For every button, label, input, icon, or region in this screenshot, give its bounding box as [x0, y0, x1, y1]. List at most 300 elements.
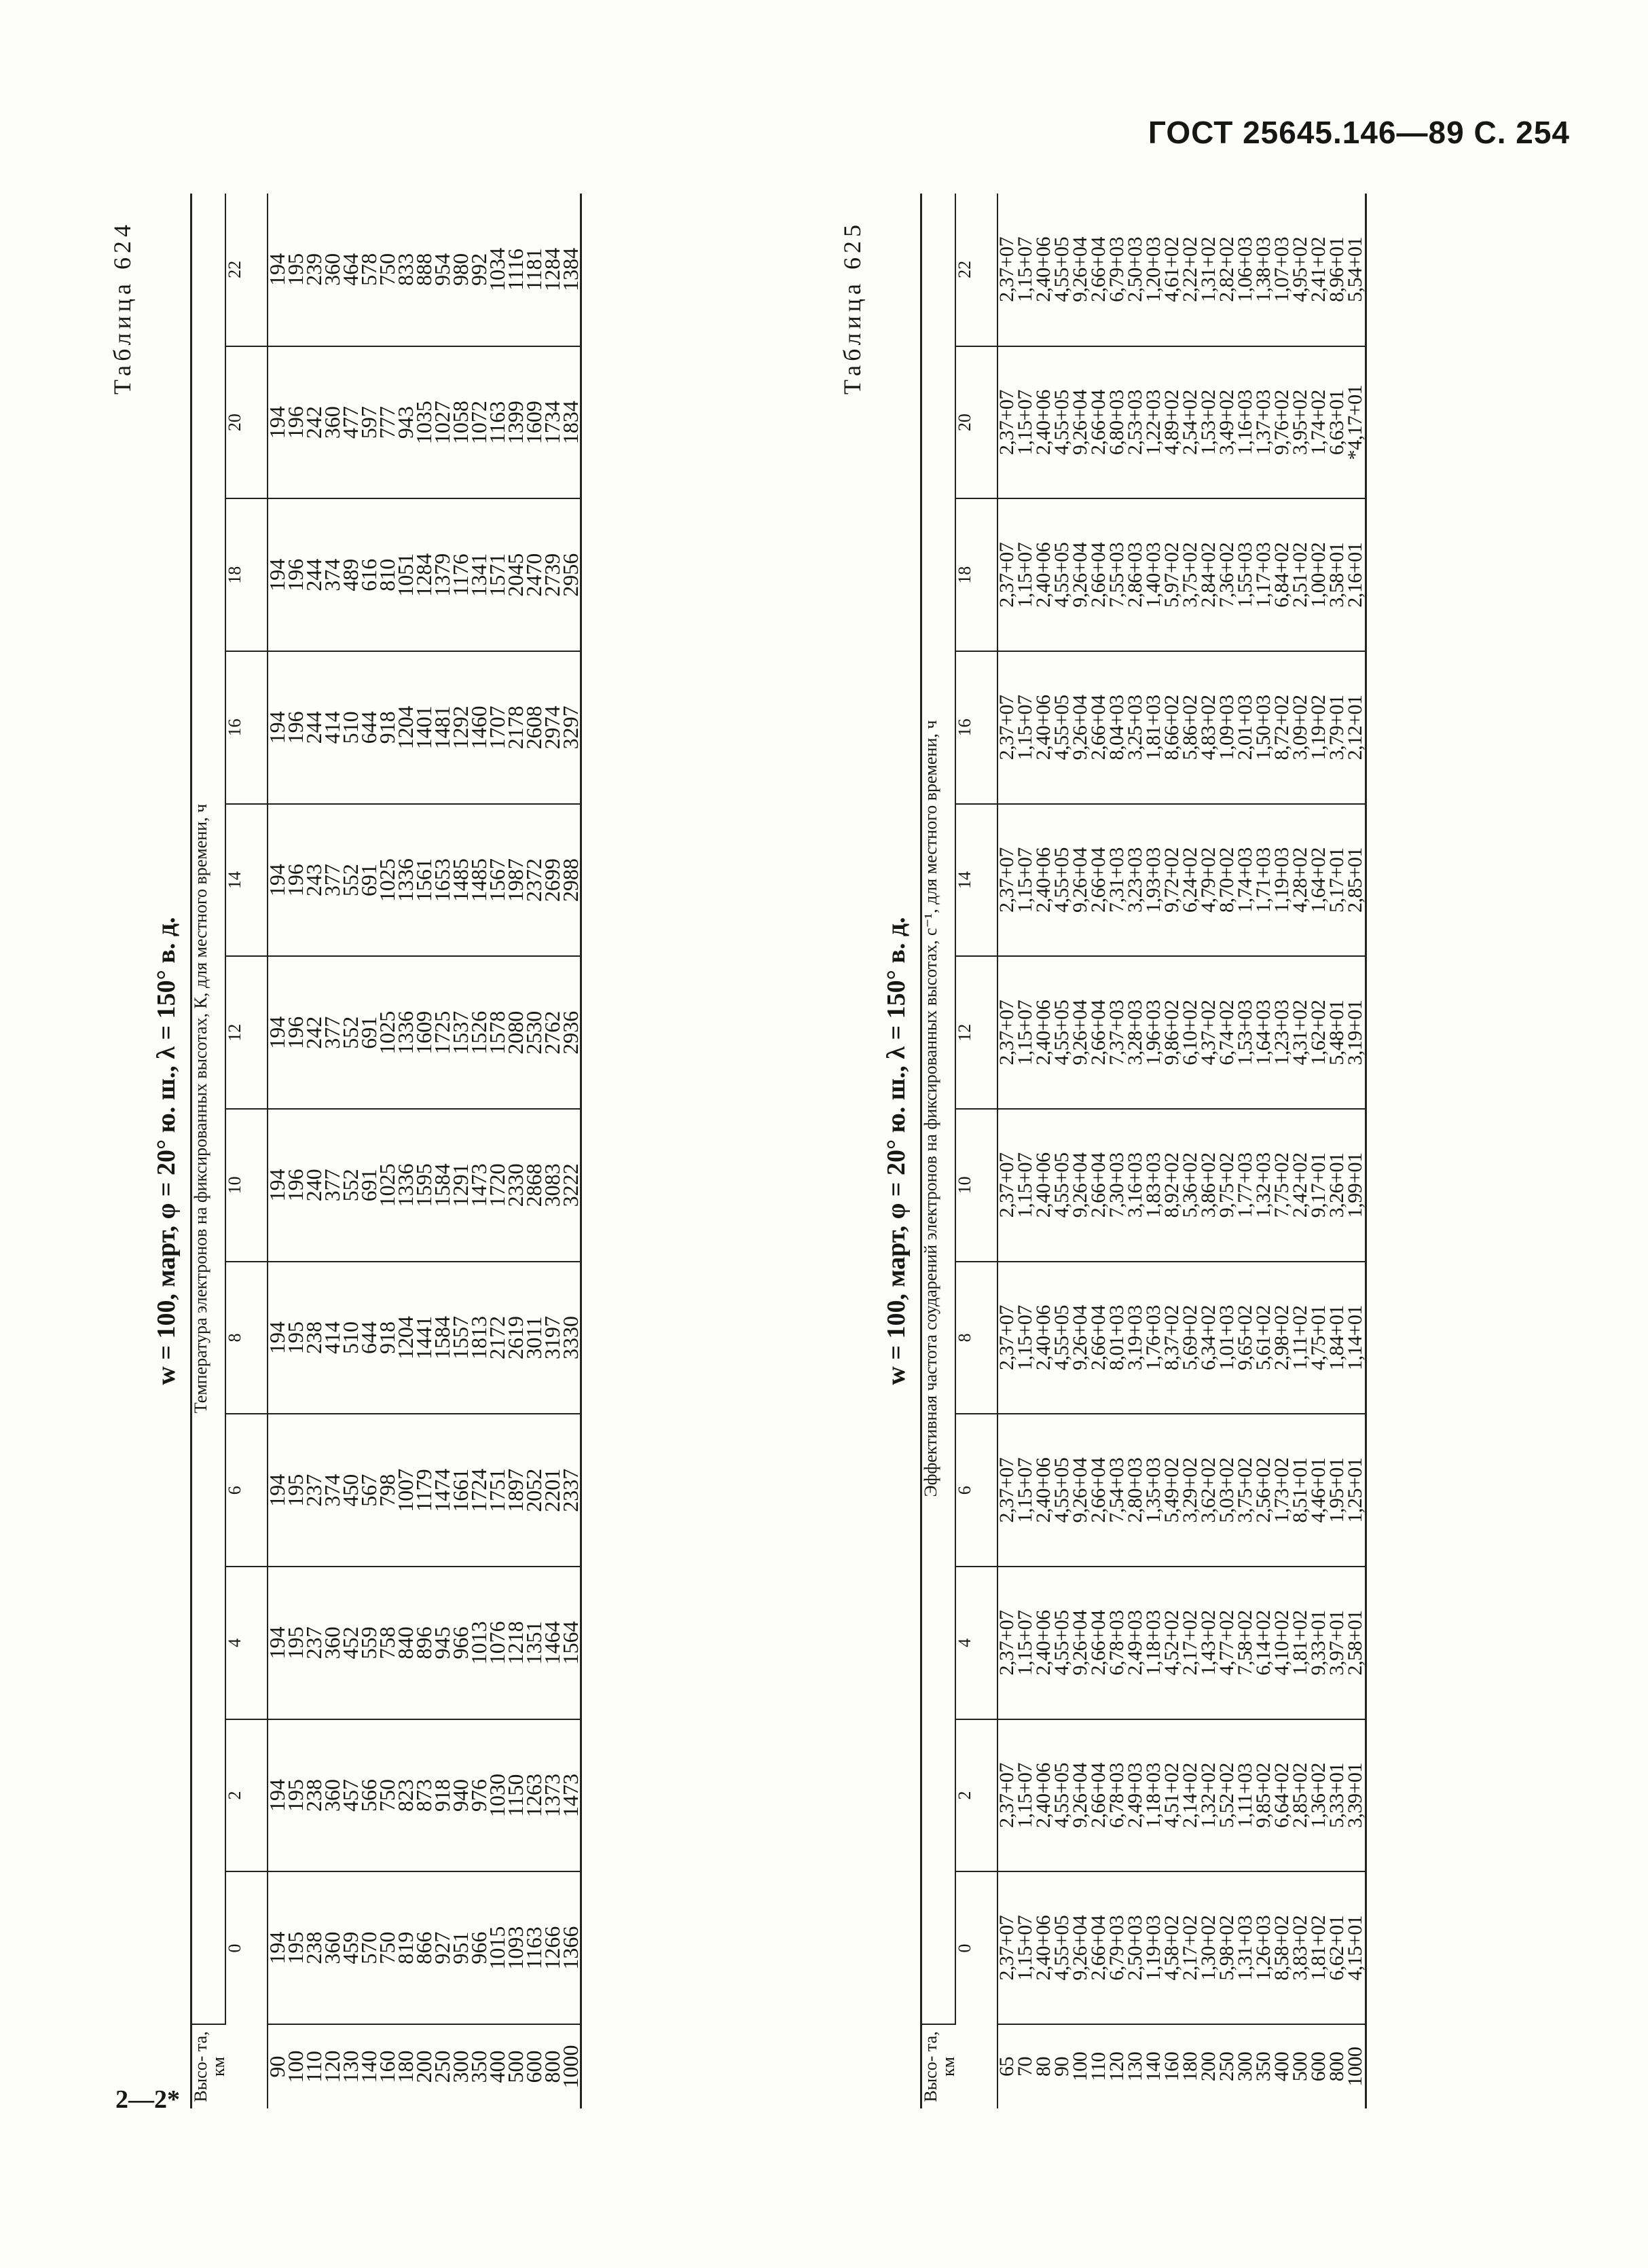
table-cell-value: 7,54+03	[1105, 1457, 1128, 1523]
table-cell-value: 4,55+05	[1050, 1152, 1073, 1218]
table-cell-value: 2,37+07	[995, 542, 1018, 608]
table-cell-value: 2,14+02	[1179, 1763, 1201, 1828]
table-cell-value: 6,79+03	[1105, 1915, 1128, 1981]
table-cell-value: 238	[301, 1931, 326, 1964]
table-cell-value: 360	[320, 1931, 344, 1964]
table-cell-value: 6,10+02	[1179, 1000, 1201, 1065]
table-cell-value: 510	[338, 1321, 363, 1355]
table-cell-value: 4,55+05	[1050, 847, 1073, 913]
table-cell-value: 1,15+07	[1014, 542, 1036, 608]
hour-header: 8	[955, 1262, 997, 1414]
table-cell-value: 8,51+01	[1289, 1457, 1311, 1523]
table-cell-value: 3,25+03	[1124, 695, 1146, 761]
hour-header: 0	[955, 1871, 997, 2024]
table-cell-value: 2,37+07	[995, 1152, 1018, 1218]
table-cell-value: 1373	[540, 1774, 564, 1818]
table-cell-value: 2,22+02	[1179, 236, 1201, 302]
table-cell-value: 377	[320, 864, 344, 897]
table-cell-value: 2,40+06	[1032, 847, 1055, 913]
table-caption: w = 100, март, φ = 20° ю. ш., λ = 150° в. д.	[882, 917, 911, 1385]
table-cell-value: 2,66+04	[1087, 1915, 1110, 1981]
value-column	[997, 1871, 1366, 2024]
table-cell-value: 3,28+03	[1124, 1000, 1146, 1065]
table-cell-value: 1473	[466, 1163, 491, 1207]
table-cell-value: 2,40+06	[1032, 1610, 1055, 1676]
table-cell-value: 3,23+03	[1124, 847, 1146, 913]
table-cell-value: 3,16+03	[1124, 1152, 1146, 1218]
table-cell-value: 9,86+02	[1160, 1000, 1183, 1065]
table-cell-value: 452	[338, 1626, 363, 1660]
table-cell-value: 374	[320, 1474, 344, 1507]
table-cell-value: 1571	[485, 553, 509, 597]
table-cell-value: 4,61+02	[1160, 236, 1183, 302]
table-cell-value: 9,75+02	[1215, 1152, 1238, 1218]
table-cell-value: 552	[338, 1169, 363, 1202]
table-cell-value: 195	[283, 253, 308, 286]
table-cell-value: 1,23+03	[1270, 1000, 1293, 1065]
table-cell-value: 1,96+03	[1142, 1000, 1165, 1065]
hour-header: 16	[955, 651, 997, 804]
table-cell-value: 1,15+07	[1014, 1152, 1036, 1218]
table-cell-value: 1485	[466, 858, 491, 902]
table-cell-value: 2,66+04	[1087, 1152, 1110, 1218]
table-cell-value: 2,58+01	[1344, 1610, 1366, 1676]
table-cell-value: 2,12+01	[1344, 695, 1366, 761]
table-cell-value: 866	[411, 1931, 436, 1964]
table-cell-value: 2,66+04	[1087, 1457, 1110, 1523]
table-cell-value: 1,06+03	[1234, 236, 1256, 302]
table-cell-value: 9,26+04	[1069, 1610, 1091, 1676]
table-cell-value: 750	[375, 1779, 399, 1812]
table-cell-value: 3,19+03	[1124, 1305, 1146, 1371]
table-cell-value: 195	[283, 1321, 308, 1355]
table-cell-value: 196	[283, 1016, 308, 1049]
table-cell-value: 5,36+02	[1179, 1152, 1201, 1218]
table-cell-value: 2,42+02	[1289, 1152, 1311, 1218]
table-cell-value: 1,18+03	[1142, 1610, 1165, 1676]
table-cell-value: 1485	[448, 858, 473, 902]
table-cell-value: 1,19+03	[1270, 847, 1293, 913]
table-cell-value: 2,37+07	[995, 1763, 1018, 1828]
table-cell-value: 4,75+01	[1307, 1305, 1330, 1371]
table-cell-value: 954	[430, 253, 454, 286]
table-cell-value: 110	[1087, 2052, 1110, 2081]
table-cell-value: 4,55+05	[1050, 1305, 1073, 1371]
value-column	[265, 194, 583, 346]
hour-header: 18	[955, 498, 997, 651]
table-cell-value: 140	[356, 2050, 381, 2083]
table-cell-value: 2,17+02	[1179, 1610, 1201, 1676]
table-cell-value: 3083	[540, 1163, 564, 1207]
table-cell-value: 1584	[430, 1163, 454, 1207]
table-cell-value: 2,37+07	[995, 1457, 1018, 1523]
table-cell-value: 2,37+07	[995, 1305, 1018, 1371]
table-cell-value: 9,26+04	[1069, 695, 1091, 761]
table-cell-value: 873	[411, 1779, 436, 1812]
table-cell-value: 1609	[411, 1010, 436, 1055]
table-cell-value: 1030	[485, 1774, 509, 1818]
table-cell-value: 2,40+06	[1032, 1457, 1055, 1523]
value-column	[265, 804, 583, 957]
table-cell-value: 2,66+04	[1087, 1305, 1110, 1371]
table-cell-value: 1,17+03	[1252, 542, 1275, 608]
table-cell-value: 758	[375, 1626, 399, 1660]
table-625-block	[832, 194, 1367, 2108]
height-column-header: Высо- та, км	[921, 2024, 998, 2108]
value-column	[265, 346, 583, 499]
table-cell-value: 918	[375, 711, 399, 744]
table-cell-value: 6,63+01	[1325, 390, 1348, 456]
table-cell-value: 1,55+03	[1234, 542, 1256, 608]
group-header: Температура электронов на фиксированных высотах, К, для местного времени, ч	[191, 194, 226, 2024]
table-cell-value: 992	[466, 253, 491, 286]
table-cell-value: 1384	[558, 247, 583, 291]
table-cell-value: 1473	[558, 1774, 583, 1818]
table-cell-value: 1653	[430, 858, 454, 902]
table-cell-value: 8,72+02	[1270, 695, 1293, 761]
table-cell-value: 2739	[540, 553, 564, 597]
table-cell-value: 4,31+02	[1289, 1000, 1311, 1065]
table-cell-value: 450	[338, 1474, 363, 1507]
table-cell-value: 2,49+03	[1124, 1610, 1146, 1676]
table-cell-value: 1,15+07	[1014, 236, 1036, 302]
table-cell-value: 70	[1014, 2057, 1036, 2077]
table-cell-value: 9,26+04	[1069, 542, 1091, 608]
table-cell-value: 194	[265, 406, 289, 439]
table-cell-value: 966	[466, 1931, 491, 1964]
value-column	[997, 1262, 1366, 1414]
table-cell-value: 5,48+01	[1325, 1000, 1348, 1065]
table-cell-value: 1,93+03	[1142, 847, 1165, 913]
table-cell-value: 2372	[521, 858, 546, 902]
table-cell-value: 1,22+03	[1142, 390, 1165, 456]
table-cell-value: 1,31+02	[1197, 236, 1220, 302]
table-cell-value: 1,32+02	[1197, 1763, 1220, 1828]
value-column	[997, 956, 1366, 1109]
table-cell-value: 200	[1197, 2051, 1220, 2082]
table-cell-value: 1176	[448, 553, 473, 597]
table-cell-value: 9,26+04	[1069, 1000, 1091, 1065]
table-cell-value: 194	[265, 1474, 289, 1507]
value-column	[265, 498, 583, 651]
table-cell-value: 2,40+06	[1032, 542, 1055, 608]
table-cell-value: 1,40+03	[1142, 542, 1165, 608]
table-cell-value: 3,62+02	[1197, 1457, 1220, 1523]
table-cell-value: 691	[356, 1016, 381, 1049]
table-cell-value: 1,74+02	[1307, 390, 1330, 456]
table-cell-value: 1284	[411, 553, 436, 597]
table-cell-value: 2,37+07	[995, 390, 1018, 456]
table-cell-value: *4,17+01	[1344, 384, 1366, 460]
table-cell-value: 1,64+03	[1252, 1000, 1275, 1065]
table-cell-value: 2,37+07	[995, 695, 1018, 761]
table-cell-value: 4,28+02	[1289, 847, 1311, 913]
table-cell-value: 1707	[485, 706, 509, 750]
value-column	[265, 1871, 583, 2024]
table-cell-value: 1474	[430, 1468, 454, 1512]
table-cell-value: 1179	[411, 1469, 436, 1512]
table-cell-value: 6,84+02	[1270, 542, 1293, 608]
table-cell-value: 238	[301, 1321, 326, 1355]
table-cell-value: 9,65+02	[1234, 1305, 1256, 1371]
table-cell-value: 1481	[430, 706, 454, 750]
table-cell-value: 350	[1252, 2051, 1275, 2082]
hour-header: 14	[955, 804, 997, 957]
table-cell-value: 559	[356, 1626, 381, 1660]
table-cell-value: 1,26+03	[1252, 1915, 1275, 1981]
table-cell-value: 1,25+01	[1344, 1457, 1366, 1523]
table-cell-value: 360	[320, 406, 344, 439]
table-cell-value: 600	[521, 2050, 546, 2083]
table-cell-value: 200	[411, 2050, 436, 2083]
table-cell-value: 1,62+02	[1307, 1000, 1330, 1065]
table-cell-value: 5,49+02	[1160, 1457, 1183, 1523]
table-cell-value: 464	[338, 253, 363, 286]
table-cell-value: 5,98+02	[1215, 1915, 1238, 1981]
value-column	[997, 346, 1366, 499]
value-column	[997, 194, 1366, 346]
hour-header: 18	[225, 498, 268, 651]
table-cell-value: 3,39+01	[1344, 1763, 1366, 1828]
table-cell-value: 3,49+02	[1215, 390, 1238, 456]
table-cell-value: 1263	[521, 1774, 546, 1818]
table-cell-value: 1013	[466, 1621, 491, 1665]
table-cell-value: 9,26+04	[1069, 1152, 1091, 1218]
table-cell-value: 4,46+01	[1307, 1457, 1330, 1523]
table-cell-value: 918	[430, 1779, 454, 1812]
table-cell-value: 3,75+02	[1179, 542, 1201, 608]
table-cell-value: 195	[283, 1474, 308, 1507]
table-cell-value: 160	[1160, 2051, 1183, 2082]
table-cell-value: 2,54+02	[1179, 390, 1201, 456]
value-column	[997, 498, 1366, 651]
data-table-625	[920, 194, 1367, 2108]
table-cell-value: 1,53+03	[1234, 1000, 1256, 1065]
table-cell-value: 500	[1289, 2051, 1311, 2082]
table-cell-value: 1401	[411, 706, 436, 750]
table-cell-value: 5,54+01	[1344, 236, 1366, 302]
table-cell-value: 9,26+04	[1069, 236, 1091, 302]
table-cell-value: 940	[448, 1779, 473, 1812]
table-cell-value: 2974	[540, 706, 564, 750]
table-cell-value: 1557	[448, 1316, 473, 1360]
table-cell-value: 5,03+02	[1215, 1457, 1238, 1523]
table-cell-value: 2,80+03	[1124, 1457, 1146, 1523]
table-cell-value: 130	[1124, 2051, 1146, 2082]
hour-header: 2	[225, 1719, 268, 1872]
table-cell-value: 4,55+05	[1050, 236, 1073, 302]
table-cell-value: 1204	[393, 1316, 418, 1360]
table-cell-value: 2,53+03	[1124, 390, 1146, 456]
table-cell-value: 800	[1325, 2051, 1348, 2082]
table-cell-value: 4,83+02	[1197, 695, 1220, 761]
table-cell-value: 1,77+03	[1234, 1152, 1256, 1218]
table-cell-value: 1464	[540, 1621, 564, 1665]
table-cell-value: 2956	[558, 553, 583, 597]
table-cell-value: 2,37+07	[995, 1610, 1018, 1676]
table-cell-value: 1284	[540, 247, 564, 291]
hour-header: 22	[955, 194, 997, 346]
table-cell-value: 1399	[503, 401, 528, 445]
table-cell-value: 3197	[540, 1316, 564, 1360]
table-cell-value: 3222	[558, 1163, 583, 1207]
table-cell-value: 1,81+02	[1289, 1610, 1311, 1676]
table-cell-value: 966	[448, 1626, 473, 1660]
table-cell-value: 1,50+03	[1252, 695, 1275, 761]
table-cell-value: 1,32+03	[1252, 1152, 1275, 1218]
table-cell-value: 644	[356, 1321, 381, 1355]
table-cell-value: 4,55+05	[1050, 542, 1073, 608]
table-cell-value: 300	[1234, 2051, 1256, 2082]
table-cell-value: 196	[283, 558, 308, 591]
table-cell-value: 8,37+02	[1160, 1305, 1183, 1371]
table-cell-value: 3297	[558, 706, 583, 750]
hour-header: 8	[225, 1262, 268, 1414]
table-cell-value: 2,98+02	[1270, 1305, 1293, 1371]
table-cell-value: 9,26+04	[1069, 1457, 1091, 1523]
table-cell-value: 2,50+03	[1124, 1915, 1146, 1981]
table-cell-value: 1441	[411, 1316, 436, 1360]
table-cell-value: 360	[320, 253, 344, 286]
table-cell-value: 2,40+06	[1032, 695, 1055, 761]
table-cell-value: 196	[283, 1169, 308, 1202]
hour-header: 14	[225, 804, 268, 957]
table-cell-value: 242	[301, 1016, 326, 1049]
table-cell-value: 1181	[521, 248, 546, 291]
table-cell-value: 3,09+02	[1289, 695, 1311, 761]
table-cell-value: 976	[466, 1779, 491, 1812]
table-cell-value: 100	[283, 2050, 308, 2083]
table-cell-value: 5,33+01	[1325, 1763, 1348, 1828]
table-cell-value: 1813	[466, 1316, 491, 1360]
table-cell-value: 1,11+02	[1289, 1305, 1311, 1370]
table-cell-value: 2619	[503, 1316, 528, 1360]
table-cell-value: 616	[356, 558, 381, 591]
table-cell-value: 8,04+03	[1105, 695, 1128, 761]
table-cell-value: 2045	[503, 553, 528, 597]
table-cell-value: 1341	[466, 553, 491, 597]
data-table-624	[190, 194, 582, 2108]
table-cell-value: 194	[265, 711, 289, 744]
table-cell-value: 9,26+04	[1069, 1763, 1091, 1828]
value-column	[997, 804, 1366, 957]
table-cell-value: 1526	[466, 1010, 491, 1055]
table-cell-value: 2,66+04	[1087, 542, 1110, 608]
value-column	[265, 1414, 583, 1567]
table-cell-value: 2052	[521, 1468, 546, 1512]
table-cell-value: 1027	[430, 401, 454, 445]
table-cell-value: 7,30+03	[1105, 1152, 1128, 1218]
table-cell-value: 2080	[503, 1010, 528, 1055]
table-cell-value: 195	[283, 1626, 308, 1660]
height-column-header: Высо- та, км	[191, 2024, 268, 2108]
table-cell-value: 1,14+01	[1344, 1305, 1366, 1371]
table-cell-value: 9,26+04	[1069, 1305, 1091, 1371]
table-cell-value: 500	[503, 2050, 528, 2083]
table-cell-value: 1,15+07	[1014, 1610, 1036, 1676]
hour-header: 16	[225, 651, 268, 804]
table-cell-value: 4,55+05	[1050, 1457, 1073, 1523]
table-cell-value: 2608	[521, 706, 546, 750]
table-cell-value: 8,92+02	[1160, 1152, 1183, 1218]
table-cell-value: 3,19+01	[1344, 1000, 1366, 1065]
table-cell-value: 194	[265, 253, 289, 286]
table-cell-value: 5,52+02	[1215, 1763, 1238, 1828]
table-cell-value: 3,83+02	[1289, 1915, 1311, 1981]
table-cell-value: 240	[301, 1169, 326, 1202]
table-cell-value: 1734	[540, 401, 564, 445]
table-cell-value: 578	[356, 253, 381, 286]
table-cell-value: 5,97+02	[1160, 542, 1183, 608]
table-cell-value: 2,82+02	[1215, 236, 1238, 302]
table-cell-value: 1025	[375, 1010, 399, 1055]
table-cell-value: 644	[356, 711, 381, 744]
table-cell-value: 160	[375, 2050, 399, 2083]
table-caption: w = 100, март, φ = 20° ю. ш., λ = 150° в. д.	[152, 917, 181, 1385]
table-cell-value: 1025	[375, 1163, 399, 1207]
table-cell-value: 1460	[466, 706, 491, 750]
table-cell-value: 1,76+03	[1142, 1305, 1165, 1371]
table-cell-value: 1116	[503, 249, 528, 291]
table-cell-value: 2,37+07	[995, 236, 1018, 302]
table-cell-value: 2988	[558, 858, 583, 902]
table-cell-value: 2,37+07	[995, 1000, 1018, 1065]
height-values	[265, 2024, 583, 2108]
table-cell-value: 810	[375, 558, 399, 591]
table-cell-value: 1336	[393, 1163, 418, 1207]
table-cell-value: 2,37+07	[995, 847, 1018, 913]
table-cell-value: 945	[430, 1626, 454, 1660]
table-cell-value: 1,99+01	[1344, 1152, 1366, 1218]
table-cell-value: 130	[338, 2050, 363, 2083]
hour-header: 6	[955, 1414, 997, 1567]
hour-header: 10	[955, 1109, 997, 1262]
table-cell-value: 5,61+02	[1252, 1305, 1275, 1371]
table-cell-value: 1,18+03	[1142, 1763, 1165, 1828]
hour-header: 4	[955, 1567, 997, 1719]
table-cell-value: 2936	[558, 1010, 583, 1055]
table-cell-value: 194	[265, 1321, 289, 1355]
table-cell-value: 2178	[503, 706, 528, 750]
height-values	[997, 2024, 1366, 2108]
table-cell-value: 597	[356, 406, 381, 439]
table-cell-value: 459	[338, 1931, 363, 1964]
table-cell-value: 6,79+03	[1105, 236, 1128, 302]
table-cell-value: 4,89+02	[1160, 390, 1183, 456]
table-cell-value: 239	[301, 253, 326, 286]
table-cell-value: 6,24+02	[1179, 847, 1201, 913]
table-cell-value: 237	[301, 1626, 326, 1660]
table-cell-value: 2,66+04	[1087, 1610, 1110, 1676]
table-cell-value: 4,95+02	[1289, 236, 1311, 302]
table-cell-value: 194	[265, 558, 289, 591]
table-cell-value: 1897	[503, 1468, 528, 1512]
table-cell-value: 1567	[485, 858, 509, 902]
table-cell-value: 1,15+07	[1014, 1915, 1036, 1981]
table-cell-value: 1163	[485, 401, 509, 444]
table-cell-value: 414	[320, 1321, 344, 1355]
table-cell-value: 1,36+02	[1307, 1763, 1330, 1828]
table-cell-value: 1561	[411, 858, 436, 902]
table-cell-value: 243	[301, 864, 326, 897]
hour-header: 12	[225, 956, 268, 1109]
table-cell-value: 1,74+03	[1234, 847, 1256, 913]
table-cell-value: 1724	[466, 1468, 491, 1512]
table-cell-value: 1072	[466, 401, 491, 445]
table-cell-value: 250	[430, 2050, 454, 2083]
table-cell-value: 2,56+02	[1252, 1457, 1275, 1523]
table-cell-value: 1720	[485, 1163, 509, 1207]
